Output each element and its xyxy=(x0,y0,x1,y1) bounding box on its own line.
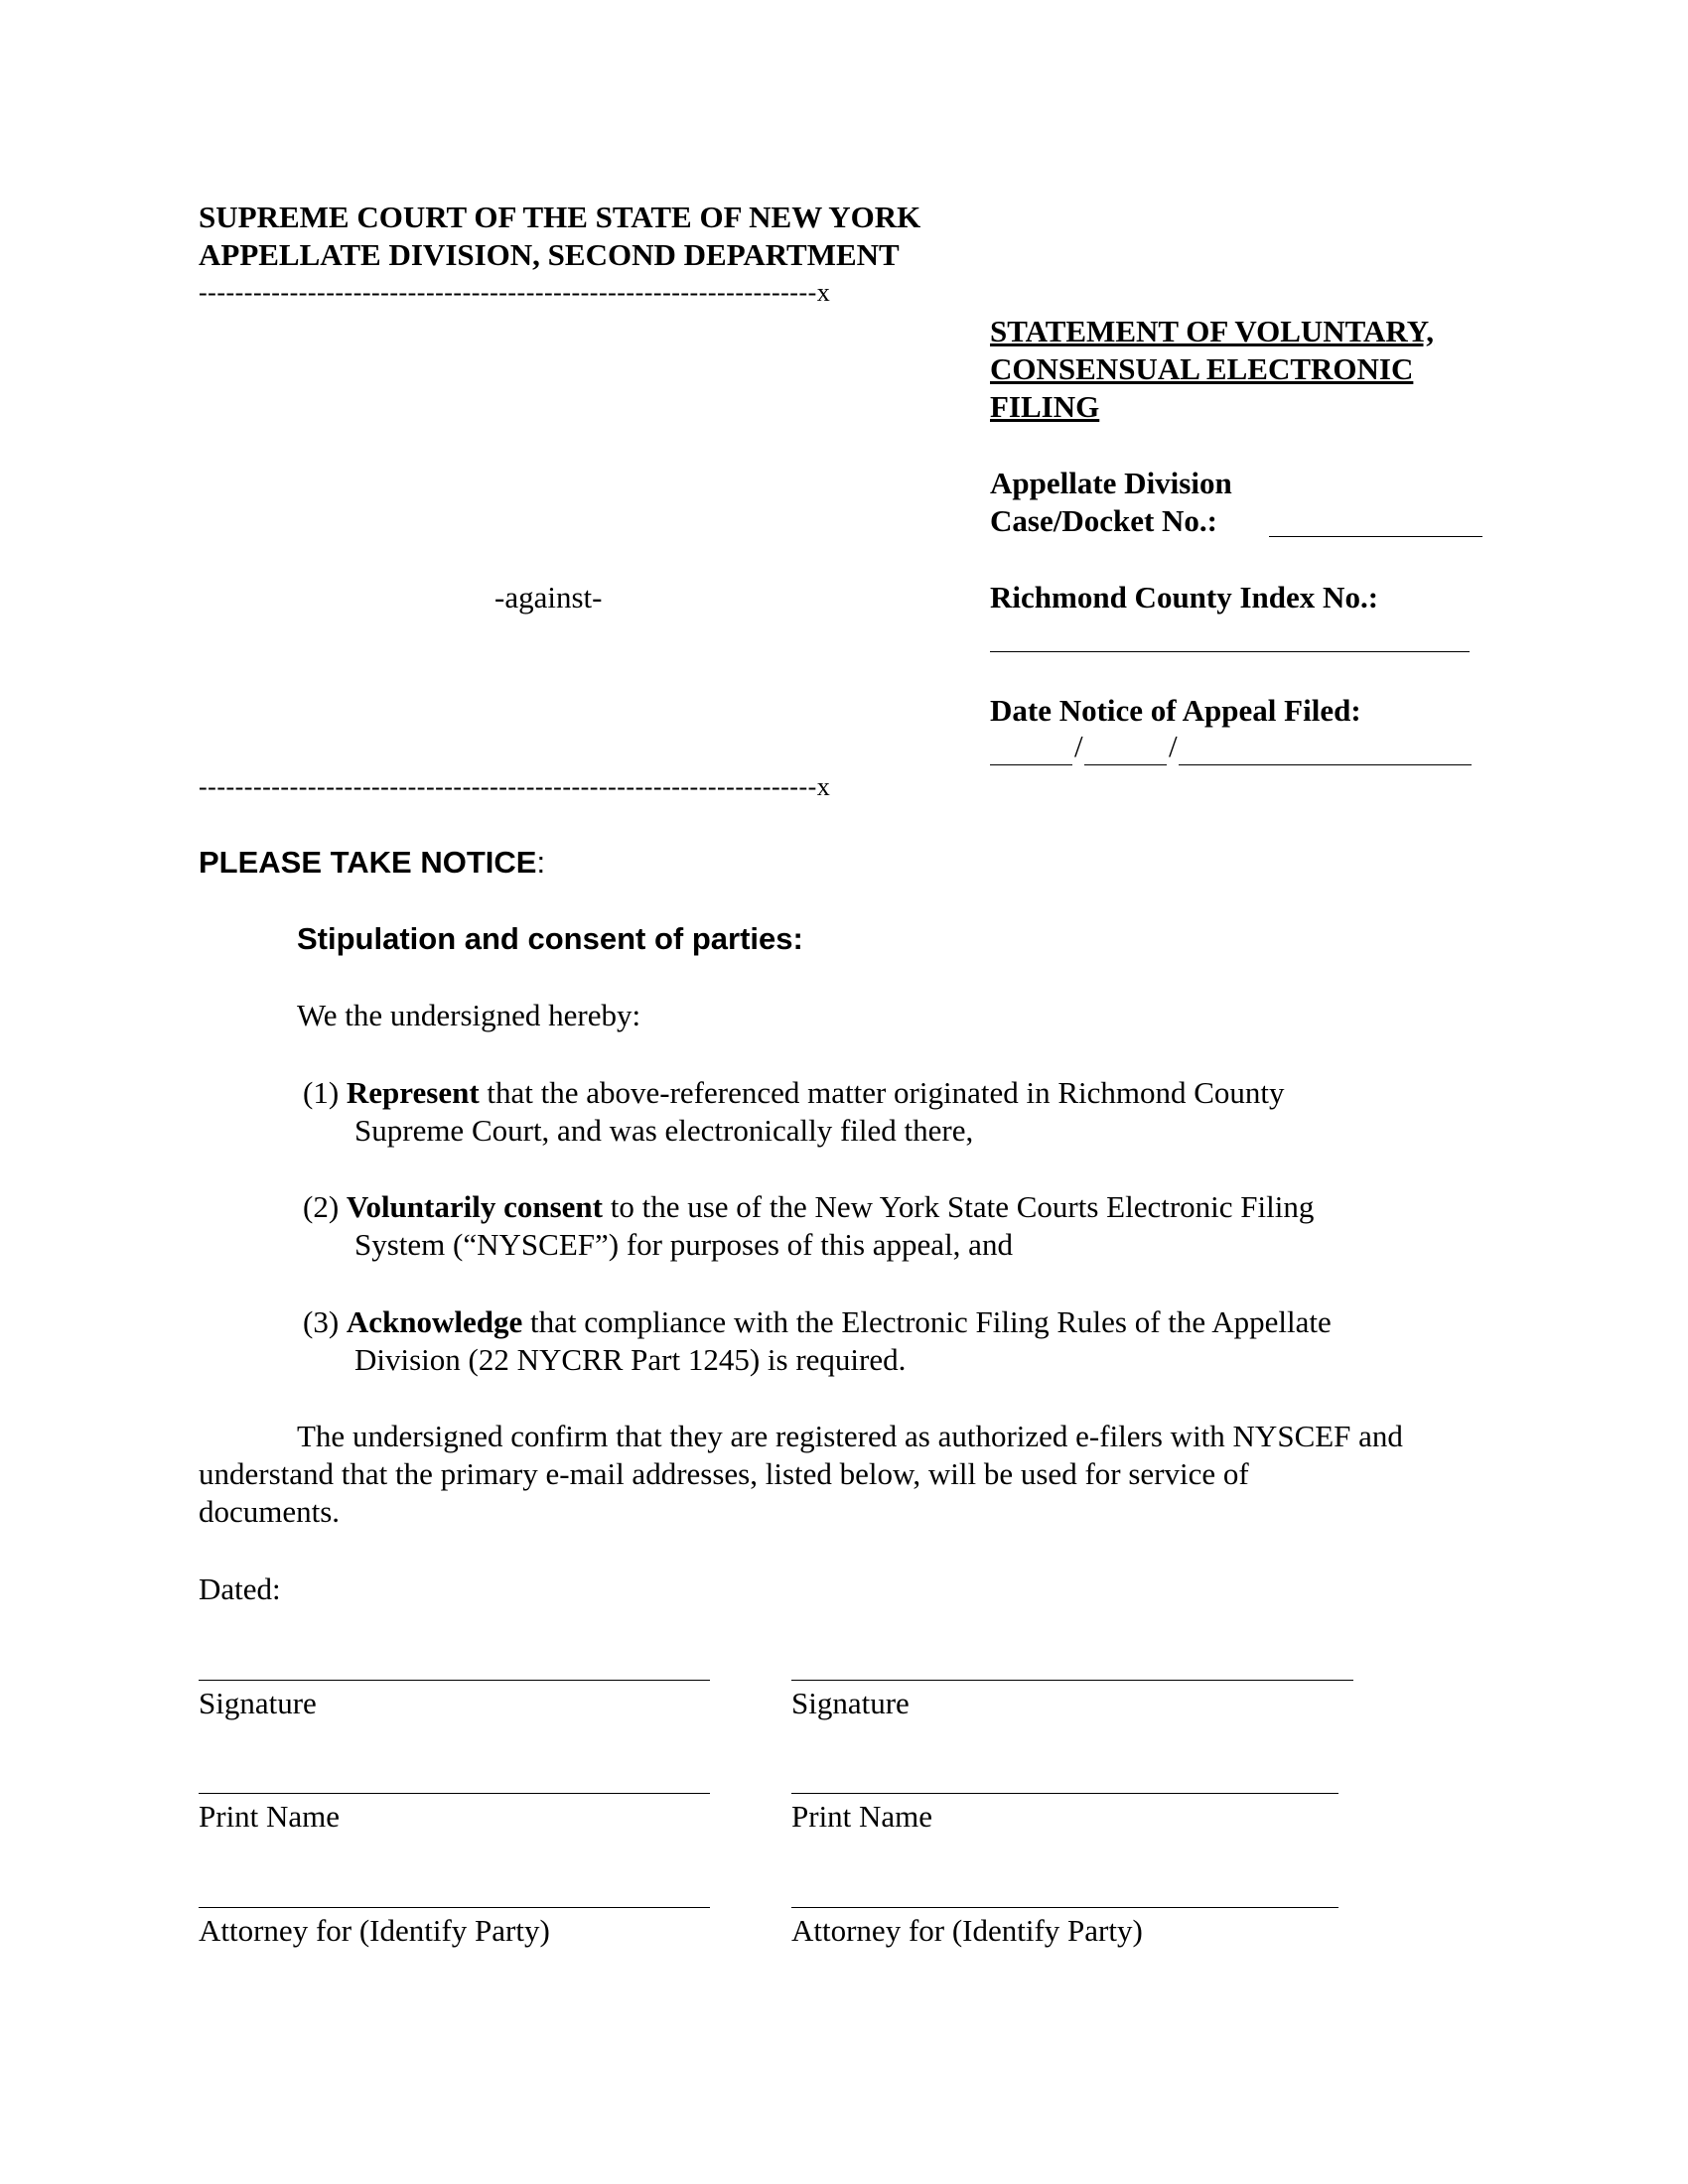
date-day-field[interactable] xyxy=(1084,764,1167,765)
notice-heading-text: PLEASE TAKE NOTICE xyxy=(199,845,537,880)
court-name: SUPREME COURT OF THE STATE OF NEW YORK xyxy=(199,200,921,234)
item-text: to the use of the New York State Courts Electronic Filing xyxy=(603,1189,1315,1224)
list-item-3 xyxy=(303,1303,1332,1341)
against-text: -against- xyxy=(494,580,603,614)
item-number: (3) xyxy=(303,1304,340,1339)
list-item-2-continued: System (“NYSCEF”) for purposes of this appeal, and xyxy=(354,1227,1013,1262)
right-print-name-line[interactable] xyxy=(791,1793,1338,1794)
list-item-1 xyxy=(303,1074,1285,1112)
left-attorney-label: Attorney for (Identify Party) xyxy=(199,1913,550,1948)
left-attorney-line[interactable] xyxy=(199,1907,710,1908)
document-title-line2: CONSENSUAL ELECTRONIC xyxy=(990,351,1414,386)
caption-bottom-rule: --------------------------------------------------------------------x xyxy=(199,772,831,801)
confirmation-line-2: understand that the primary e-mail addresses, listed below, will be used for service of xyxy=(199,1456,1249,1491)
document-title-line1: STATEMENT OF VOLUNTARY, xyxy=(990,314,1435,348)
right-signature-label: Signature xyxy=(791,1686,910,1720)
item-bold-text: Acknowledge xyxy=(346,1304,523,1339)
item-bold-text: Represent xyxy=(346,1075,480,1110)
left-signature-line[interactable] xyxy=(199,1680,710,1681)
intro-text: We the undersigned hereby: xyxy=(297,998,641,1032)
date-year-field[interactable] xyxy=(1179,764,1472,765)
document-title-line3: FILING xyxy=(990,389,1100,424)
right-print-name-label: Print Name xyxy=(791,1799,933,1834)
confirmation-line-1: The undersigned confirm that they are registered as authorized e-filers with NYSCEF and xyxy=(297,1419,1403,1453)
caption-top-rule: --------------------------------------------------------------------x xyxy=(199,278,831,307)
right-signature-line[interactable] xyxy=(791,1680,1353,1681)
docket-number-field[interactable] xyxy=(1269,536,1482,537)
left-print-name-label: Print Name xyxy=(199,1799,341,1834)
date-slash-2: / xyxy=(1169,729,1178,763)
list-item-3-continued: Division (22 NYCRR Part 1245) is required. xyxy=(354,1342,907,1377)
right-attorney-label: Attorney for (Identify Party) xyxy=(791,1913,1143,1948)
dated-label: Dated: xyxy=(199,1571,281,1606)
list-item-1-continued: Supreme Court, and was electronically filed there, xyxy=(354,1113,974,1148)
index-label: Richmond County Index No.: xyxy=(990,580,1379,614)
date-month-field[interactable] xyxy=(990,764,1072,765)
item-bold-text: Voluntarily consent xyxy=(346,1189,603,1224)
list-item-2 xyxy=(303,1188,1314,1226)
date-label: Date Notice of Appeal Filed: xyxy=(990,693,1361,728)
docket-label-line2: Case/Docket No.: xyxy=(990,503,1218,538)
date-slash-1: / xyxy=(1074,729,1083,763)
item-text: that the above-referenced matter originated in Richmond County xyxy=(479,1075,1285,1110)
notice-heading-colon: : xyxy=(536,845,546,880)
notice-heading xyxy=(199,844,545,882)
item-number: (2) xyxy=(303,1189,340,1224)
item-number: (1) xyxy=(303,1075,340,1110)
index-number-field[interactable] xyxy=(990,651,1470,652)
confirmation-line-3: documents. xyxy=(199,1494,341,1529)
left-print-name-line[interactable] xyxy=(199,1793,710,1794)
court-division: APPELLATE DIVISION, SECOND DEPARTMENT xyxy=(199,237,900,272)
right-attorney-line[interactable] xyxy=(791,1907,1338,1908)
item-text: that compliance with the Electronic Filing Rules of the Appellate xyxy=(522,1304,1332,1339)
stipulation-subheading: Stipulation and consent of parties: xyxy=(297,921,803,956)
left-signature-label: Signature xyxy=(199,1686,317,1720)
docket-label-line1: Appellate Division xyxy=(990,466,1232,500)
